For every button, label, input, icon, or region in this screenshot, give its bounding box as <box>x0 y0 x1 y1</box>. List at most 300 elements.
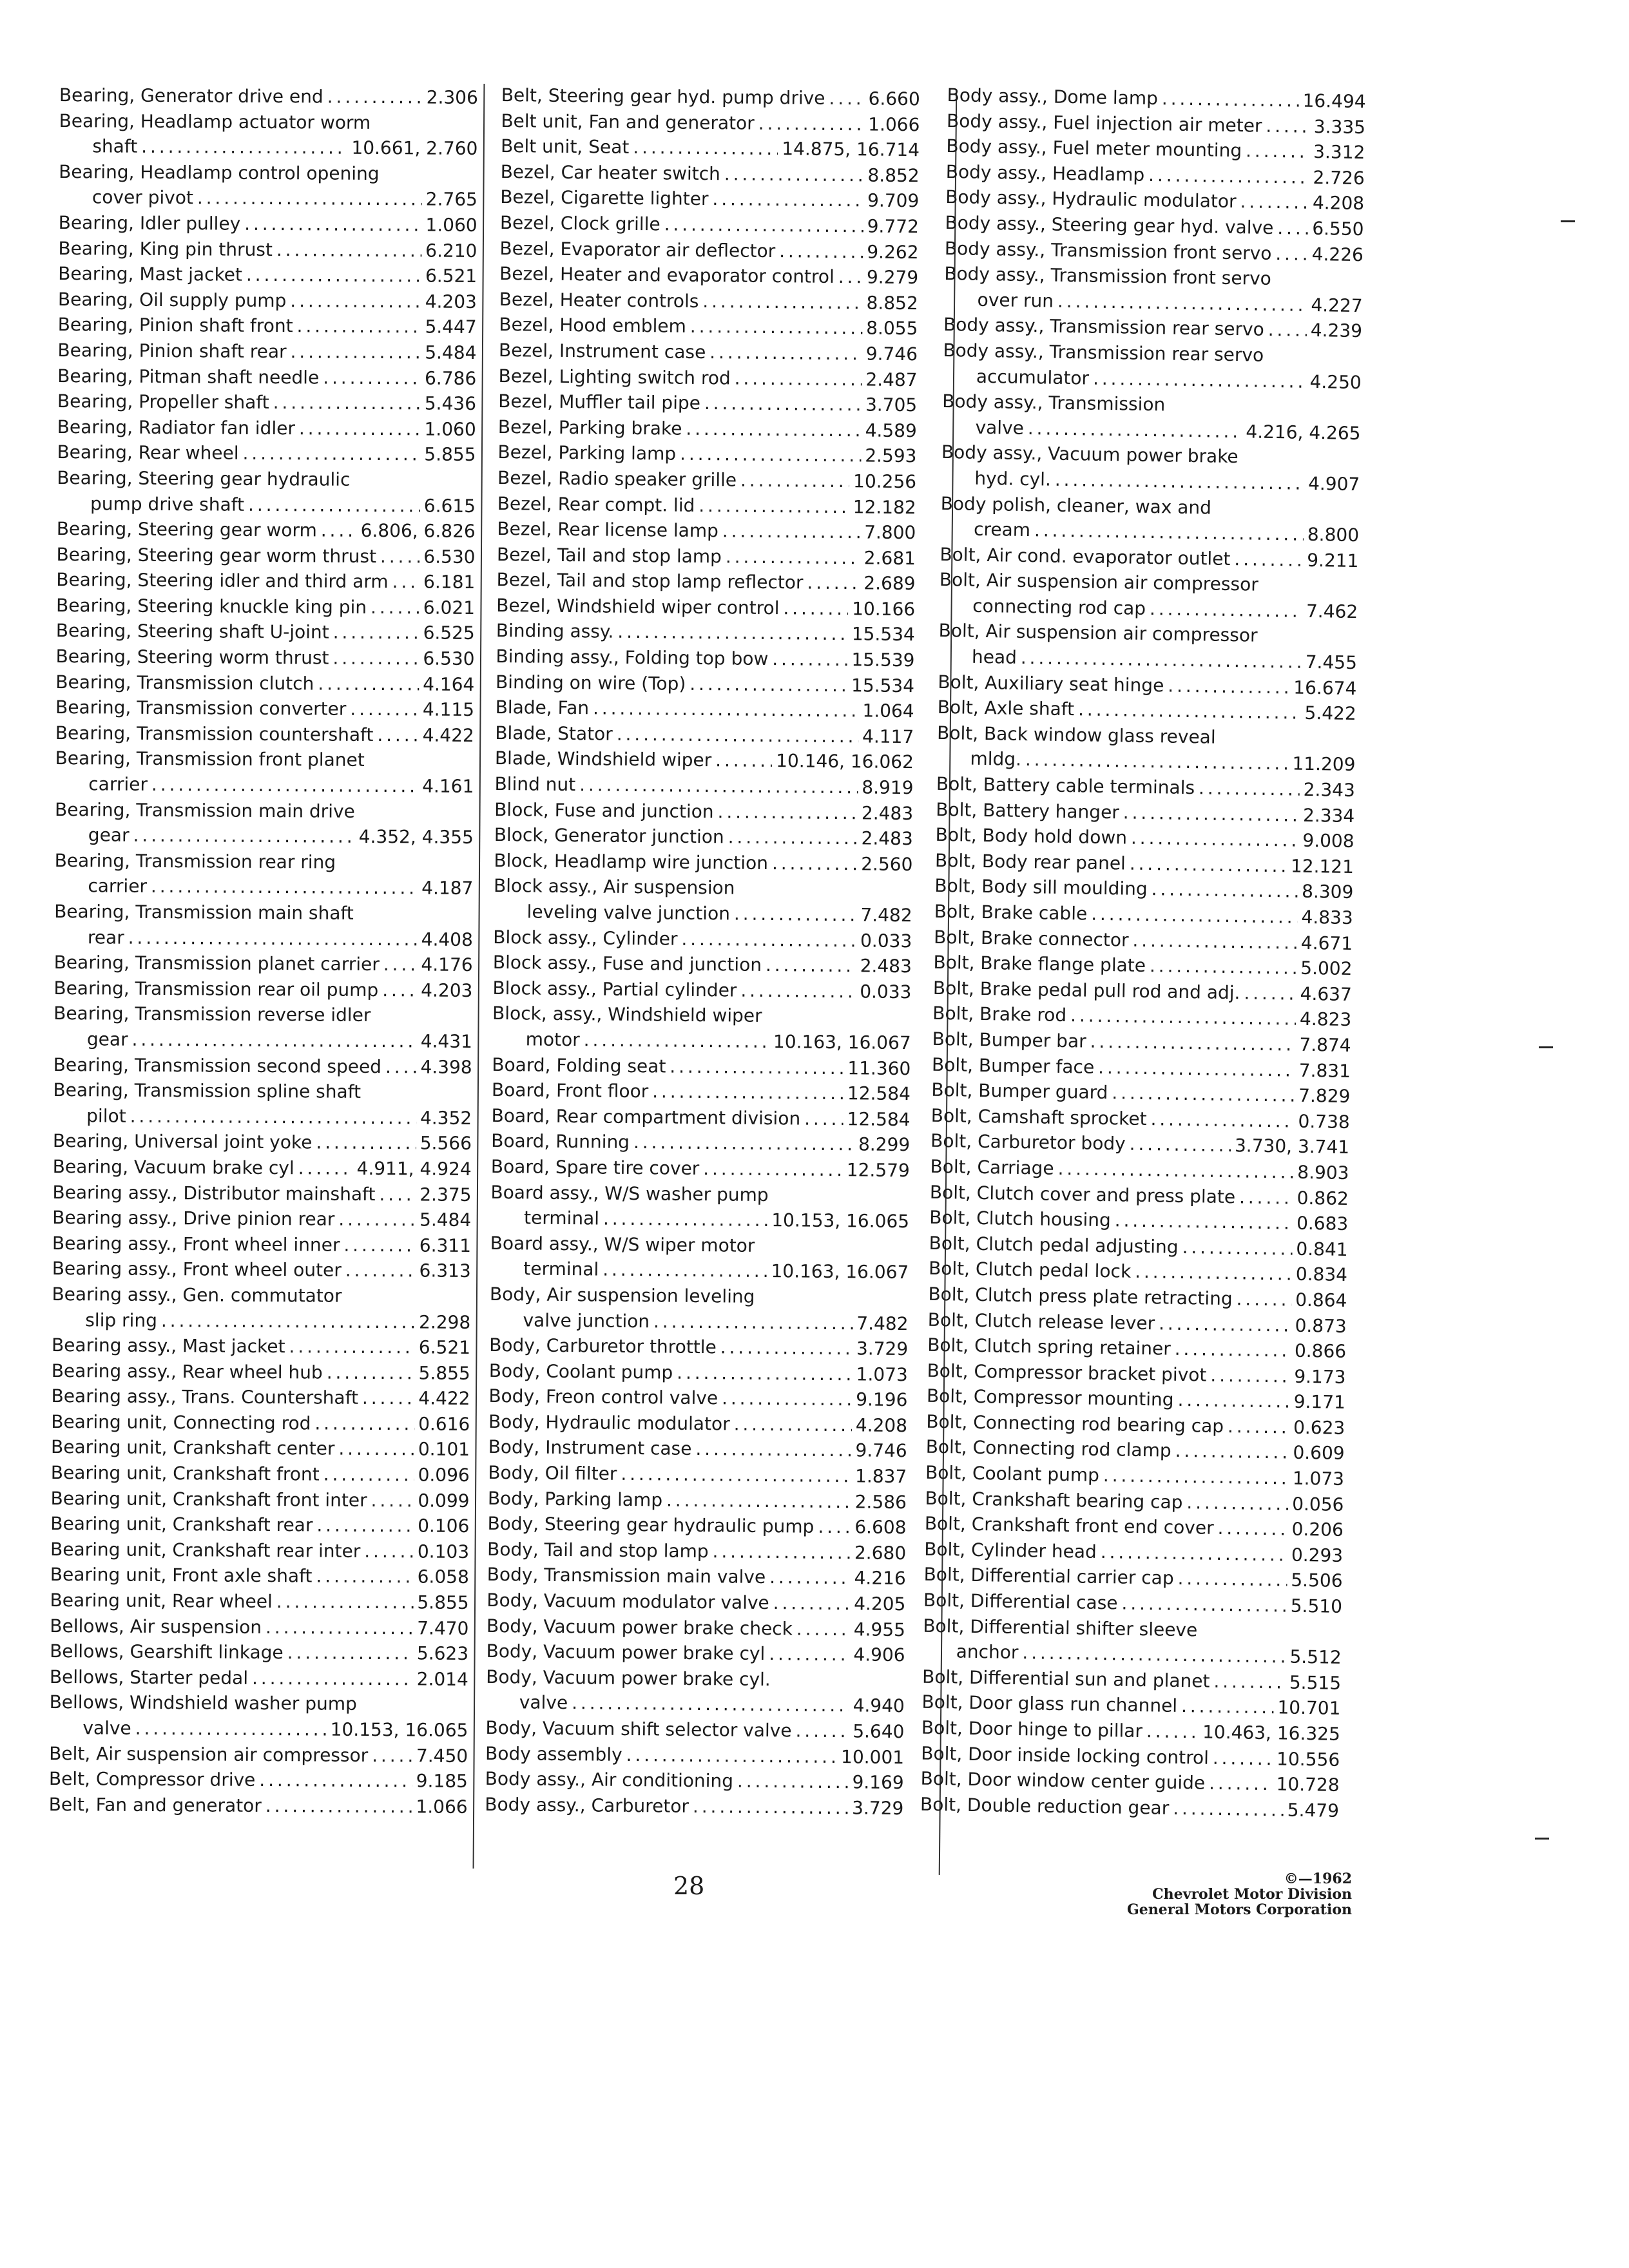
entry-page-ref: 1.060 <box>424 418 476 440</box>
entry-page-ref: 5.447 <box>425 316 477 338</box>
entry-text: Bolt, Door hinge to pillar <box>921 1716 1143 1742</box>
index-entry <box>57 516 476 544</box>
index-entry <box>493 925 912 954</box>
entry-text: Body, Vacuum power brake check <box>486 1615 793 1640</box>
entry-page-ref: 4.250 <box>1309 370 1362 393</box>
entry-page-ref: 4.187 <box>421 877 474 899</box>
dot-leader <box>1151 877 1298 905</box>
dot-leader <box>252 1666 413 1692</box>
dot-leader <box>392 569 419 595</box>
index-entry <box>498 363 917 393</box>
entry-text: Bearing, Steering idler and third arm <box>56 569 389 593</box>
dot-leader <box>372 1743 412 1769</box>
dot-leader <box>758 110 865 137</box>
entry-text: Bolt, Differential carrier cap <box>923 1564 1174 1590</box>
margin-mark <box>1539 1046 1553 1048</box>
entry-text: Bearing, Transmission rear oil pump <box>53 977 379 1001</box>
dot-leader <box>1028 416 1242 445</box>
index-entry <box>53 1077 472 1106</box>
index-entry <box>494 797 913 827</box>
index-entry <box>55 745 474 774</box>
entry-text: Bearing, Pinion shaft rear <box>57 339 287 363</box>
index-entry <box>54 873 473 901</box>
index-entry <box>491 1154 910 1184</box>
dot-leader <box>715 748 772 774</box>
entry-text: Body assy., Transmission front servo <box>944 237 1272 264</box>
index-entry <box>488 1486 907 1515</box>
entry-page-ref: 5.566 <box>419 1132 472 1155</box>
entry-text: Bezel, Evaporator air deflector <box>499 237 776 262</box>
entry-page-ref: 0.206 <box>1291 1518 1344 1541</box>
dot-leader <box>1275 241 1308 267</box>
entry-page-ref: 2.298 <box>418 1311 471 1333</box>
entry-text: Bolt, Brake cable <box>934 900 1088 925</box>
entry-page-ref: 4.906 <box>853 1644 905 1666</box>
entry-text: Bearing unit, Crankshaft front <box>50 1462 320 1485</box>
entry-page-ref: 1.837 <box>854 1465 907 1488</box>
entry-page-ref: 4.422 <box>418 1387 470 1410</box>
index-entry <box>488 1460 907 1490</box>
dot-leader <box>772 646 847 673</box>
entry-text: Body, Freon control valve <box>488 1385 718 1409</box>
entry-page-ref: 0.609 <box>1293 1442 1345 1465</box>
entry-text: Bolt, Air suspension air compressor <box>938 620 1258 647</box>
entry-text: valve junction <box>523 1309 650 1332</box>
entry-page-ref: 4.823 <box>1299 1008 1352 1031</box>
entry-page-ref: 8.919 <box>862 776 914 799</box>
dot-leader <box>769 1565 851 1591</box>
entry-text: Bearing, Transmission planet carrier <box>53 952 380 975</box>
entry-text: Bezel, Car heater switch <box>500 160 721 185</box>
dot-leader <box>380 544 420 570</box>
entry-text: Bolt, Brake pedal pull rod and adj. <box>932 977 1240 1004</box>
index-entry <box>51 1383 470 1412</box>
entry-text: Bezel, Instrument case <box>498 339 706 363</box>
index-entry <box>494 873 912 903</box>
entry-text: Belt, Fan and generator <box>48 1793 262 1816</box>
dot-leader <box>276 1589 414 1615</box>
dot-leader <box>838 264 863 290</box>
entry-text: Bearing, Transmission front planet <box>55 747 365 771</box>
entry-text: Bolt, Double reduction gear <box>920 1793 1170 1819</box>
index-entry <box>53 1001 472 1029</box>
dot-leader <box>593 696 859 724</box>
entry-text: Bearing, Steering gear hydraulic <box>57 466 351 490</box>
entry-page-ref: 4.431 <box>420 1030 473 1052</box>
dot-leader <box>1210 1362 1291 1389</box>
entry-text: Body, Hydraulic modulator <box>488 1410 730 1435</box>
entry-text: Bezel, Rear license lamp <box>497 518 719 542</box>
dot-leader <box>1093 365 1306 394</box>
dot-leader <box>617 619 848 647</box>
entry-text: Bolt, Clutch pedal adjusting <box>929 1232 1179 1258</box>
entry-text: Body, Carburetor throttle <box>489 1334 717 1358</box>
dot-leader <box>796 1616 850 1642</box>
index-entry <box>493 950 912 979</box>
dot-leader <box>135 1716 327 1742</box>
index-column-3 <box>920 82 1366 1823</box>
entry-page-ref: 12.579 <box>846 1159 910 1182</box>
entry-page-ref: 4.176 <box>421 954 473 976</box>
entry-text: Body, Transmission main valve <box>487 1564 766 1588</box>
entry-page-ref: 4.216, 4.265 <box>1246 421 1361 444</box>
entry-page-ref: 16.674 <box>1293 677 1357 699</box>
entry-page-ref: 0.864 <box>1295 1289 1347 1311</box>
dot-leader <box>377 722 419 748</box>
entry-page-ref: 2.560 <box>861 853 913 875</box>
dot-leader <box>316 1130 416 1157</box>
dot-leader <box>323 365 421 391</box>
index-entry <box>486 1639 905 1668</box>
index-entry <box>494 822 913 852</box>
dot-leader <box>704 390 862 418</box>
entry-page-ref: 0.683 <box>1296 1212 1349 1235</box>
entry-text: Bearing, Radiator fan idler <box>57 416 296 439</box>
entry-text: Body, Parking lamp <box>487 1487 663 1511</box>
index-column-2 <box>485 82 920 1821</box>
dot-leader <box>795 1718 849 1744</box>
entry-page-ref: 2.586 <box>854 1491 907 1513</box>
index-entry <box>497 542 916 572</box>
entry-page-ref: 16.494 <box>1302 90 1366 113</box>
dot-leader <box>617 722 859 749</box>
dot-leader <box>327 84 423 110</box>
entry-text: Bearing, Transmission rear ring <box>54 849 336 873</box>
entry-text: Bolt, Carriage <box>930 1155 1054 1179</box>
index-entry <box>492 1026 911 1056</box>
dot-leader <box>1129 1131 1231 1158</box>
entry-text: Body, Steering gear hydraulic pump <box>487 1513 815 1538</box>
index-entry <box>57 389 476 417</box>
entry-page-ref: 5.484 <box>425 341 477 363</box>
entry-text: Bolt, Body hold down <box>935 824 1128 849</box>
dot-leader <box>1168 673 1290 700</box>
index-entry <box>492 975 911 1005</box>
entry-text: Board, Running <box>491 1130 630 1153</box>
dot-leader <box>1182 1235 1292 1262</box>
index-entry <box>499 287 918 316</box>
entry-text: Bearing, Rear wheel <box>57 441 239 465</box>
dot-leader <box>1181 1693 1274 1720</box>
dot-leader <box>584 1027 770 1054</box>
entry-page-ref: 0.101 <box>418 1438 470 1461</box>
dot-leader <box>728 825 858 852</box>
dot-leader <box>677 1360 853 1387</box>
entry-page-ref: 3.730, 3.741 <box>1234 1135 1350 1158</box>
entry-text: Bearing, Headlamp actuator worm <box>59 110 371 133</box>
entry-text: Bearing, Universal joint yoke <box>52 1130 313 1153</box>
entry-text: Bearing, Transmission spline shaft <box>53 1079 361 1103</box>
dot-leader <box>197 186 422 213</box>
entry-text: pump drive shaft <box>90 492 245 515</box>
dot-leader <box>1150 596 1303 624</box>
index-entry <box>49 1715 468 1744</box>
dot-leader <box>724 161 864 188</box>
entry-text: Binding assy., Folding top bow <box>496 646 769 670</box>
entry-text: Bearing unit, Connecting rod <box>51 1410 311 1434</box>
entry-page-ref: 6.210 <box>425 240 477 262</box>
index-entry <box>59 133 477 162</box>
dot-leader <box>1159 1311 1291 1338</box>
entry-text: Body, Instrument case <box>488 1436 692 1460</box>
entry-text: Bolt, Compressor mounting <box>926 1385 1174 1411</box>
entry-text: Bearing assy., Front wheel inner <box>52 1232 340 1256</box>
dot-leader <box>1199 775 1300 802</box>
dot-leader <box>1148 162 1309 191</box>
entry-page-ref: 4.239 <box>1310 320 1363 342</box>
entry-text: carrier <box>88 773 148 795</box>
dot-leader <box>690 314 863 341</box>
index-entry <box>496 644 914 673</box>
entry-page-ref: 0.623 <box>1293 1416 1345 1439</box>
entry-text: Bearing unit, Crankshaft center <box>50 1436 335 1460</box>
dot-leader <box>626 1742 837 1770</box>
entry-text: Body, Air suspension leveling <box>489 1283 755 1307</box>
entry-text: valve <box>519 1691 568 1714</box>
dot-leader <box>1091 901 1298 930</box>
entry-text: Bearing, Transmission main shaft <box>54 900 354 924</box>
entry-text: mldg. <box>970 748 1022 771</box>
entry-text: Bearing unit, Crankshaft front inter <box>50 1487 367 1511</box>
entry-text: Bolt, Connecting rod clamp <box>925 1436 1171 1462</box>
entry-page-ref: 5.422 <box>1304 702 1356 725</box>
entry-text: Body polish, cleaner, wax and <box>940 492 1212 519</box>
entry-page-ref: 7.482 <box>856 1312 909 1334</box>
entry-page-ref: 6.058 <box>417 1566 469 1588</box>
index-entry <box>51 1434 470 1463</box>
entry-page-ref: 2.765 <box>425 188 478 211</box>
entry-text: Body assy., Air conditioning <box>485 1768 734 1792</box>
entry-text: Body assy., Steering gear hyd. valve <box>945 211 1274 238</box>
entry-text: Body, Coolant pump <box>488 1360 673 1383</box>
entry-text: Body assy., Hydraulic modulator <box>945 186 1237 213</box>
index-entry <box>487 1511 906 1541</box>
entry-text: Bezel, Windshield wiper control <box>496 594 780 619</box>
entry-text: Bolt, Door inside locking control <box>921 1742 1210 1769</box>
index-entry <box>497 439 916 469</box>
entry-text: Body assy., Carburetor <box>485 1793 689 1817</box>
dot-leader <box>362 1385 415 1411</box>
index-entry <box>497 490 916 520</box>
dot-leader <box>1131 825 1299 854</box>
index-entry <box>50 1511 469 1539</box>
entry-text: slip ring <box>85 1309 158 1331</box>
dot-leader <box>1057 288 1307 318</box>
dot-leader <box>338 1436 414 1462</box>
index-entry <box>487 1537 906 1566</box>
dot-leader <box>621 1461 851 1489</box>
dot-leader <box>1090 1029 1295 1058</box>
dot-leader <box>769 1641 850 1667</box>
entry-page-ref: 5.436 <box>424 392 477 415</box>
entry-text: Bolt, Body rear panel <box>934 849 1126 874</box>
entry-page-ref: 2.680 <box>854 1542 907 1564</box>
index-entry <box>499 312 918 341</box>
entry-page-ref: 2.681 <box>863 547 916 569</box>
entry-page-ref: 4.833 <box>1301 906 1353 929</box>
dot-leader <box>804 1106 843 1131</box>
index-entry <box>55 848 474 876</box>
entry-text: Blade, Windshield wiper <box>494 747 712 771</box>
dot-leader <box>653 1309 853 1336</box>
dot-leader <box>1034 517 1304 547</box>
dot-leader <box>130 1103 417 1130</box>
index-entry <box>56 542 475 570</box>
entry-text: Bearing, Generator drive end <box>59 84 323 108</box>
entry-text: Bolt, Brake connector <box>933 926 1129 951</box>
dot-leader <box>327 1360 415 1385</box>
dot-leader <box>734 901 857 928</box>
entry-page-ref: 6.806, 6.826 <box>360 519 476 543</box>
index-entry <box>53 1103 472 1131</box>
dot-leader <box>740 467 849 494</box>
index-entry <box>497 465 916 495</box>
dot-leader <box>383 952 418 977</box>
entry-page-ref: 4.115 <box>422 698 475 721</box>
index-entry <box>492 1052 911 1081</box>
index-entry <box>493 899 912 928</box>
dot-leader <box>602 1257 767 1284</box>
entry-page-ref: 5.506 <box>1291 1570 1343 1592</box>
dot-leader <box>572 1691 849 1719</box>
entry-text: cover pivot <box>92 186 193 209</box>
entry-text: Block assy., Cylinder <box>493 926 678 950</box>
entry-text: rear <box>87 926 124 948</box>
entry-page-ref: 8.903 <box>1297 1161 1349 1184</box>
entry-text: motor <box>525 1028 580 1051</box>
entry-text: terminal <box>523 1258 599 1280</box>
entry-page-ref: 4.208 <box>1312 192 1365 215</box>
index-entry <box>495 695 914 724</box>
entry-page-ref: 5.855 <box>417 1591 469 1613</box>
entry-page-ref: 10.728 <box>1276 1773 1340 1796</box>
index-entry <box>57 414 476 443</box>
dot-leader <box>1121 1591 1287 1619</box>
entry-page-ref: 5.855 <box>424 443 476 466</box>
dot-leader <box>276 237 422 264</box>
entry-page-ref: 7.462 <box>1306 600 1358 622</box>
dot-leader <box>1101 1539 1288 1568</box>
dot-leader <box>666 1487 851 1514</box>
index-entry <box>51 1460 470 1488</box>
entry-text: Bearing assy., Rear wheel hub <box>51 1360 323 1383</box>
entry-text: Board, Folding seat <box>492 1053 666 1077</box>
entry-text: Blind nut <box>494 773 576 796</box>
index-entry <box>496 567 915 597</box>
dot-leader <box>709 340 862 367</box>
copyright-block <box>1127 1871 1352 1917</box>
index-entry <box>490 1231 909 1260</box>
dot-leader <box>737 1769 849 1795</box>
entry-page-ref: 6.530 <box>423 648 475 670</box>
entry-page-ref: 6.021 <box>423 597 476 619</box>
entry-text: Bolt, Differential case <box>923 1589 1118 1614</box>
entry-page-ref: 8.852 <box>867 164 920 187</box>
entry-page-ref: 4.203 <box>421 979 473 1001</box>
entry-text: Bearing, Transmission second speed <box>53 1053 382 1077</box>
entry-text: Bearing assy., Front wheel outer <box>52 1258 342 1282</box>
dot-leader <box>1234 546 1303 573</box>
index-entry <box>57 490 476 519</box>
dot-leader <box>314 1410 414 1437</box>
index-entry <box>492 1077 911 1107</box>
dot-leader <box>289 1334 415 1360</box>
index-entry <box>52 1256 471 1284</box>
entry-page-ref: 2.483 <box>861 802 914 824</box>
entry-text: anchor <box>956 1640 1019 1664</box>
entry-text: Board, Spare tire cover <box>490 1155 700 1179</box>
dot-leader <box>1162 86 1299 113</box>
index-entry <box>55 797 474 825</box>
entry-text: Bellows, Gearshift linkage <box>50 1640 284 1664</box>
entry-page-ref: 10.001 <box>840 1745 905 1768</box>
index-entry <box>59 159 477 187</box>
index-entry <box>53 975 472 1004</box>
entry-page-ref: 7.470 <box>417 1617 469 1639</box>
entry-text: Bearing, King pin thrust <box>58 237 273 260</box>
dot-leader <box>1244 980 1296 1006</box>
entry-text: Bezel, Parking brake <box>497 416 682 439</box>
dot-leader <box>338 1207 416 1233</box>
index-entry <box>55 720 474 749</box>
entry-page-ref: 8.309 <box>1301 881 1354 903</box>
index-entry <box>53 1128 472 1157</box>
dot-leader <box>265 1793 412 1820</box>
index-entry <box>488 1383 907 1413</box>
margin-mark <box>1535 1838 1549 1840</box>
entry-text: Bearing, Mast jacket <box>58 263 243 285</box>
dot-leader <box>242 441 420 467</box>
dot-leader <box>1186 1490 1288 1517</box>
index-entry <box>53 1154 472 1182</box>
entry-text: over run <box>977 289 1054 312</box>
dot-leader <box>141 134 347 161</box>
entry-text: Bearing unit, Crankshaft rear inter <box>50 1538 361 1562</box>
entry-page-ref: 0.862 <box>1296 1187 1349 1209</box>
dot-leader <box>1150 953 1297 981</box>
dot-leader <box>1177 1566 1287 1593</box>
entry-text: Bezel, Muffler tail pipe <box>498 390 701 414</box>
dot-leader <box>259 1767 412 1794</box>
entry-page-ref: 9.171 <box>1293 1390 1346 1414</box>
dot-leader <box>248 492 420 518</box>
entry-text: Body, Vacuum power brake cyl <box>486 1640 766 1665</box>
entry-page-ref: 7.482 <box>860 904 912 927</box>
index-entry <box>52 1332 470 1361</box>
index-entry <box>494 848 912 878</box>
dot-leader <box>345 1258 416 1283</box>
dot-leader <box>1021 645 1302 675</box>
dot-leader <box>1112 1080 1295 1108</box>
entry-page-ref: 7.800 <box>863 521 916 544</box>
index-entry <box>59 108 478 137</box>
dot-leader <box>299 416 421 442</box>
entry-page-ref: 4.352, 4.355 <box>358 826 474 849</box>
dot-leader <box>290 339 421 365</box>
index-entry <box>50 1588 468 1616</box>
dot-leader <box>333 620 419 646</box>
entry-page-ref: 9.196 <box>856 1389 908 1411</box>
dot-leader <box>244 211 422 238</box>
entry-page-ref: 4.205 <box>854 1593 906 1615</box>
entry-page-ref: 1.066 <box>868 113 920 135</box>
entry-page-ref: 6.525 <box>423 622 475 644</box>
entry-text: Bearing, Transmission reverse idler <box>53 1003 371 1026</box>
index-entry <box>50 1562 469 1590</box>
index-entry <box>57 439 476 468</box>
entry-text: Belt unit, Seat <box>500 135 630 159</box>
dot-leader <box>1246 138 1310 164</box>
